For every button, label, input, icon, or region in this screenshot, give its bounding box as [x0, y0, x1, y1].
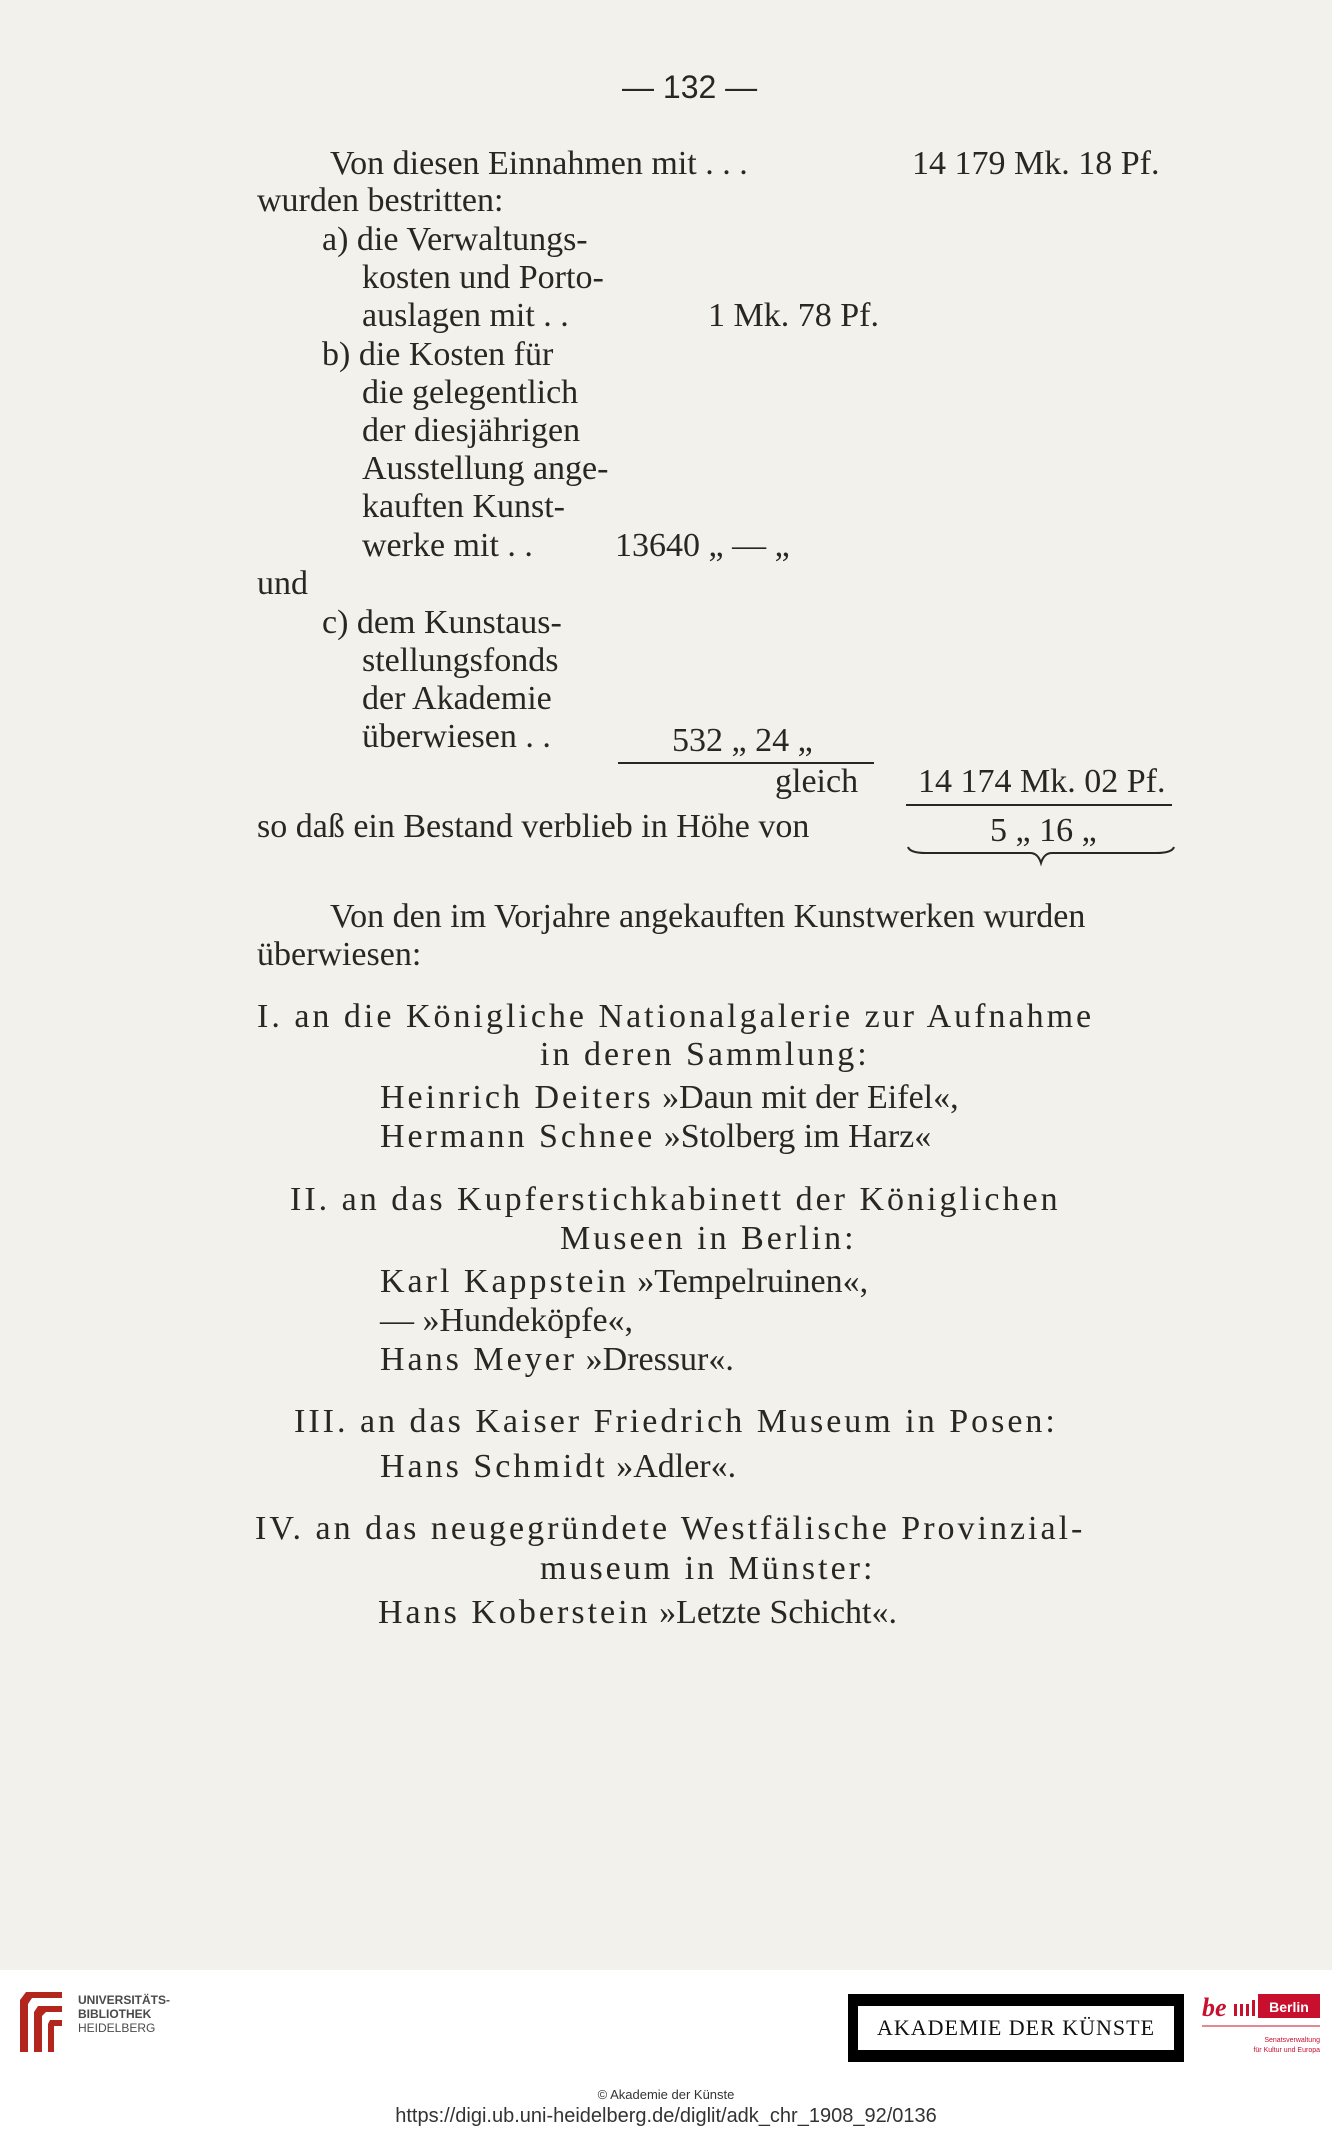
artist-name: Hans Koberstein: [378, 1594, 651, 1631]
ub-line-2: BIBLIOTHEK: [78, 2007, 152, 2021]
item-a-line-2: kosten und Porto-: [362, 259, 604, 296]
item-b-line-1: b) die Kosten für: [322, 336, 554, 373]
section-II-work-1: [380, 1263, 868, 1301]
section-III-work-1: [380, 1448, 736, 1486]
svg-text:Senatsverwaltung: Senatsverwaltung: [1264, 2037, 1320, 2044]
artist-name: Heinrich Deiters: [380, 1079, 654, 1116]
balance-label: so daß ein Bestand verblieb in Höhe von: [257, 808, 810, 845]
berlin-senate-logo-icon[interactable]: [1200, 1990, 1322, 2068]
item-b-amount: 13640 „ — „: [615, 527, 790, 564]
university-library-logo-icon[interactable]: [12, 1986, 72, 2058]
artist-name: Hans Schmidt: [380, 1448, 608, 1485]
section-IV-sub: museum in Münster:: [540, 1550, 876, 1587]
artist-name: Hermann Schnee: [380, 1118, 656, 1155]
svg-text:be: be: [1202, 1993, 1227, 2022]
ledger-und: und: [257, 565, 308, 602]
work-title: »Stolberg im Harz«: [663, 1118, 932, 1155]
svg-text:Berlin: Berlin: [1269, 1999, 1309, 2015]
section-II-work-2: — »Hundeköpfe«,: [380, 1302, 634, 1339]
item-b-line-6: werke mit . .: [362, 527, 533, 564]
section-II-sub: Museen in Berlin:: [560, 1220, 857, 1257]
akademie-logo[interactable]: [848, 1994, 1184, 2062]
item-b-line-3: der diesjährigen: [362, 412, 581, 449]
balance-brace: [906, 845, 1176, 869]
transfers-intro-1: Von den im Vorjahre angekauften Kunstwerken wurden: [330, 898, 1086, 935]
svg-text:für Kultur und Europa: für Kultur und Europa: [1253, 2047, 1320, 2054]
section-II-heading: II. an das Kupferstichkabinett der Königlichen: [290, 1181, 1061, 1218]
item-b-line-4: Ausstellung ange-: [362, 450, 609, 487]
item-b-line-2: die gelegentlich: [362, 374, 579, 411]
permalink-url[interactable]: https://digi.ub.uni-heidelberg.de/diglit/adk_chr_1908_92/0136: [395, 2105, 937, 2127]
item-b-line-5: kauften Kunst-: [362, 488, 566, 525]
section-I-work-2: [380, 1118, 931, 1156]
balance-amount: 5 „ 16 „: [990, 812, 1097, 849]
item-c-amount: 532 „ 24 „: [672, 722, 813, 759]
transfers-intro-2: überwiesen:: [257, 936, 422, 973]
work-title: »Tempelruinen«,: [637, 1263, 869, 1300]
work-title: »Letzte Schicht«.: [659, 1594, 897, 1631]
item-a-line-3: auslagen mit . .: [362, 297, 569, 334]
section-II-work-3: [380, 1341, 734, 1379]
item-c-line-3: der Akademie: [362, 680, 552, 717]
item-a-amount: 1 Mk. 78 Pf.: [708, 297, 879, 334]
equal-label: gleich: [775, 763, 859, 800]
artist-name: Karl Kappstein: [380, 1263, 629, 1300]
section-I-sub: in deren Sammlung:: [540, 1036, 870, 1073]
section-I-work-1: [380, 1079, 959, 1117]
section-III-heading: III. an das Kaiser Friedrich Museum in Posen:: [294, 1403, 1058, 1440]
university-library-name: [78, 1993, 170, 2035]
ub-line-3: HEIDELBERG: [78, 2021, 156, 2035]
work-title: »Daun mit der Eifel«,: [662, 1079, 959, 1116]
item-c-line-2: stellungsfonds: [362, 642, 559, 679]
item-c-line-4: überwiesen . .: [362, 718, 551, 755]
section-IV-work-1: [378, 1594, 897, 1632]
ledger-intro: Von diesen Einnahmen mit . . .: [330, 145, 748, 182]
ledger-intro-amount: 14 179 Mk. 18 Pf.: [912, 145, 1160, 182]
item-a-line-1: a) die Verwaltungs-: [322, 221, 588, 258]
copyright-notice: © Akademie der Künste: [597, 2087, 735, 2102]
artist-name: Hans Meyer: [380, 1341, 578, 1378]
equal-amount: 14 174 Mk. 02 Pf.: [918, 763, 1166, 800]
item-c-line-1: c) dem Kunstaus-: [322, 604, 562, 641]
work-title: »Adler«.: [616, 1448, 737, 1485]
total-rule: [906, 804, 1172, 806]
section-IV-heading: IV. an das neugegründete Westfälische Provinzial-: [255, 1510, 1086, 1547]
akademie-label: AKADEMIE DER KÜNSTE: [858, 2006, 1174, 2050]
ub-line-1: UNIVERSITÄTS-: [78, 1993, 171, 2007]
ledger-spent-label: wurden bestritten:: [257, 182, 504, 219]
section-I-heading: I. an die Königliche Nationalgalerie zur Aufnahme: [257, 998, 1095, 1035]
page-number: — 132 —: [622, 69, 758, 105]
work-title: »Dressur«.: [585, 1341, 734, 1378]
